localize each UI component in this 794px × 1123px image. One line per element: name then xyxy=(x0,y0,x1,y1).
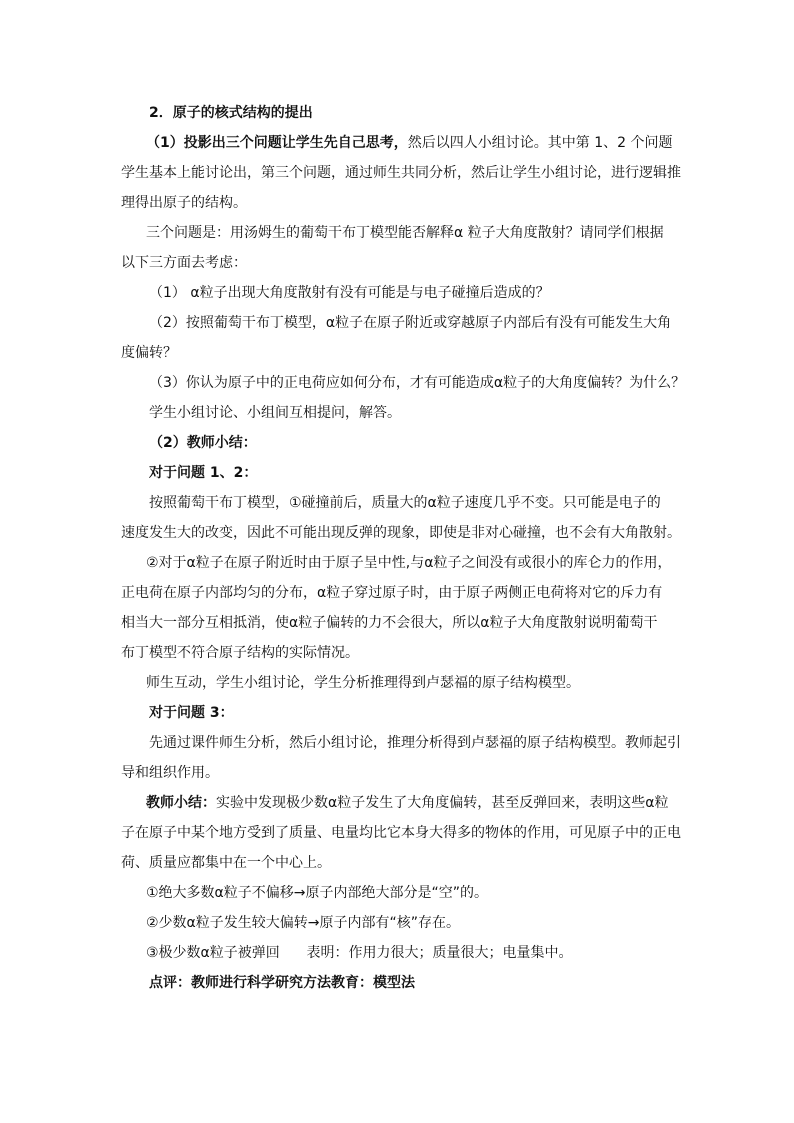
part1-line3: 理得出原子的结构。 xyxy=(121,195,247,211)
document-page xyxy=(121,98,686,998)
part2-label: （2）教师小结： xyxy=(149,435,257,451)
question-1: （1） α粒子出现大角度散射有没有可能是与电子碰撞后造成的？ xyxy=(149,285,550,301)
question-3: （3）你认为原子中的正电荷应如何分布，才有可能造成α粒子的大角度偏转？为什么？ xyxy=(149,375,686,391)
question-2-line2: 度偏转？ xyxy=(121,345,177,361)
section-heading: 2．原子的核式结构的提出 xyxy=(149,105,313,121)
summary-point2: ②少数α粒子发生较大偏转→原子内部有“核”存在。 xyxy=(146,915,461,931)
summary-line1 xyxy=(121,788,677,818)
student-activity: 学生小组讨论、小组间互相提问，解答。 xyxy=(149,405,401,421)
p2-line4: 布丁模型不符合原子结构的实际情况。 xyxy=(121,645,359,661)
p2-line3: 相当大一部分互相抵消，使α粒子偏转的力不会很大，所以α粒子大角度散射说明葡萄干 xyxy=(121,615,658,631)
part1-line2: 学生基本上能讨论出，第三个问题，通过师生共同分析，然后让学生小组讨论，进行逻辑推 xyxy=(121,165,681,181)
sub1-label: 对于问题 1、2： xyxy=(149,465,258,481)
p2-line1: ②对于α粒子在原子附近时由于原子呈中性,与α粒子之间没有或很小的库仑力的作用， xyxy=(146,555,672,571)
interaction-line: 师生互动，学生小组讨论，学生分析推理得到卢瑟福的原子结构模型。 xyxy=(146,675,580,691)
comment-line: 点评：教师进行科学研究方法教育：模型法 xyxy=(149,975,415,991)
p1-line2: 速度发生大的改变，因此不可能出现反弹的现象，即使是非对心碰撞，也不会有大角散射。 xyxy=(121,525,681,541)
questions-intro-line1: 三个问题是：用汤姆生的葡萄干布丁模型能否解释α 粒子大角度散射？请同学们根据 xyxy=(146,225,664,241)
summary-text: 实验中发现极少数α粒子发生了大角度偏转，甚至反弹回来，表明这些α粒 xyxy=(216,795,669,811)
question-2-line1: （2）按照葡萄干布丁模型，α粒子在原子附近或穿越原子内部后有没有可能发生大角 xyxy=(149,315,672,331)
p1-line1: 按照葡萄干布丁模型，①碰撞前后，质量大的α粒子速度几乎不变。只可能是电子的 xyxy=(149,495,661,511)
summary-line2: 子在原子中某个地方受到了质量、电量均比它本身大得多的物体的作用，可见原子中的正电 xyxy=(121,825,681,841)
sub2-label: 对于问题 3： xyxy=(149,705,234,721)
questions-intro-line2: 以下三方面去考虑： xyxy=(121,255,247,271)
summary-point1: ①绝大多数α粒子不偏移→原子内部绝大部分是“空”的。 xyxy=(146,885,489,901)
p3-line1: 先通过课件师生分析，然后小组讨论，推理分析得到卢瑟福的原子结构模型。教师起引 xyxy=(149,735,681,751)
summary-point3: ③极少数α粒子被弹回 表明：作用力很大；质量很大；电量集中。 xyxy=(146,945,573,961)
part1-line1 xyxy=(121,128,677,158)
part1-label: （1）投影出三个问题让学生先自己思考， xyxy=(146,135,408,151)
summary-line3: 荷、质量应都集中在一个中心上。 xyxy=(121,855,331,871)
p2-line2: 正电荷在原子内部均匀的分布，α粒子穿过原子时，由于原子两侧正电荷将对它的斥力有 xyxy=(121,585,663,601)
p3-line2: 导和组织作用。 xyxy=(121,765,219,781)
part1-text: 然后以四人小组讨论。其中第 1、2 个问题 xyxy=(407,135,673,151)
summary-label: 教师小结： xyxy=(146,795,216,811)
